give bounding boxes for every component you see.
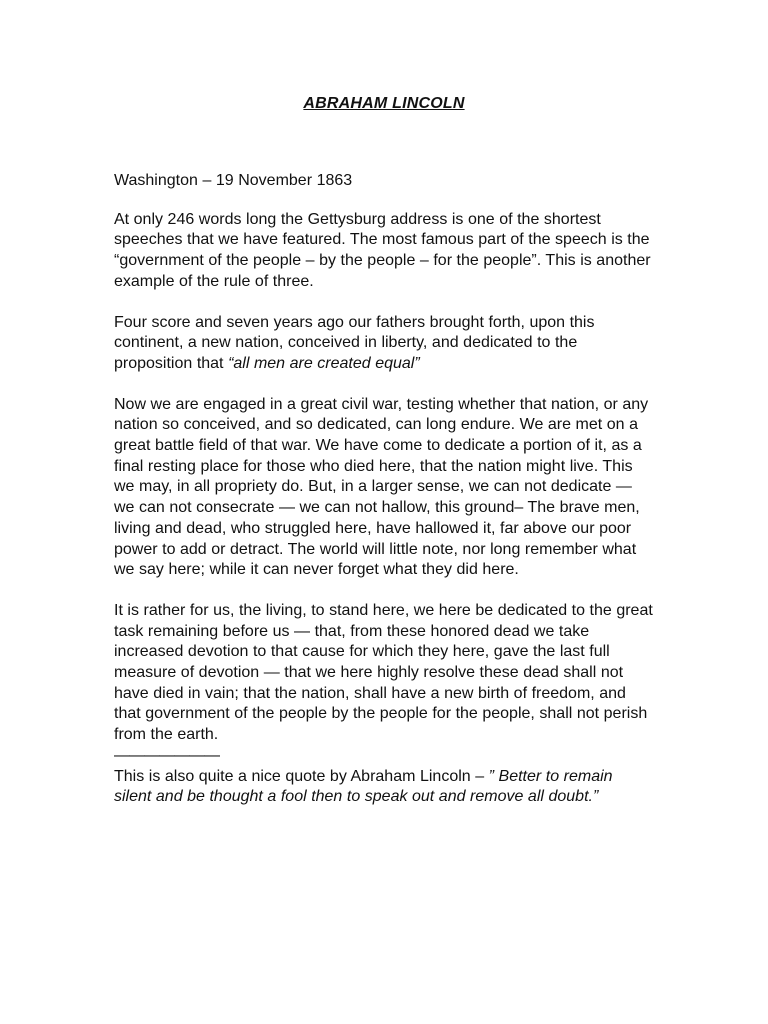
document-title: ABRAHAM LINCOLN bbox=[303, 95, 465, 112]
closing-text: This is also quite a nice quote by Abraham Lincoln – bbox=[114, 767, 489, 785]
equality-quote: “all men are created equal” bbox=[228, 354, 420, 372]
speech-paragraph-1 bbox=[114, 313, 654, 375]
closing-paragraph bbox=[114, 767, 654, 808]
intro-paragraph: At only 246 words long the Gettysburg address is one of the shortest speeches that we have featured. The most famous part of the speech is the “government of the people – by the people – for the people”. This is another example of the rule of three. bbox=[114, 210, 651, 290]
dateline: Washington – 19 November 1863 bbox=[114, 172, 353, 189]
lincoln-quote: ” Better to remain silent and be thought a fool then to speak out and remove all doubt.” bbox=[114, 767, 613, 806]
speech-paragraph-1-text: Four score and seven years ago our fathers brought forth, upon this continent, a new nation, conceived in liberty, and dedicated to the proposition that bbox=[114, 313, 595, 372]
speech-paragraph-3: It is rather for us, the living, to stand here, we here be dedicated to the great task remaining before us — that, from these honored dead we take increased devotion to that cause for which they here, gave the last full measure of devotion — that we here highly resolve these dead shall not have died in vain; that the nation, shall have a new birth of freedom, and that government of the people by the people for the people, shall not perish from the earth. bbox=[114, 601, 653, 744]
speech-paragraph-2: Now we are engaged in a great civil war, testing whether that nation, or any nation so conceived, and so dedicated, can long endure. We are met on a great battle field of that war. We have come to dedicate a portion of it, as a final resting place for those who died here, that the nation might live. This we may, in all propriety do. But, in a larger sense, we can not dedicate — we can not consecrate — we can not hallow, this ground– The brave men, living and dead, who struggled here, have hallowed it, far above our poor power to add or detract. The world will little note, nor long remember what we say here; while it can never forget what they did here. bbox=[114, 395, 649, 579]
separator-line: ——————— bbox=[114, 746, 219, 764]
document-page bbox=[114, 94, 654, 808]
